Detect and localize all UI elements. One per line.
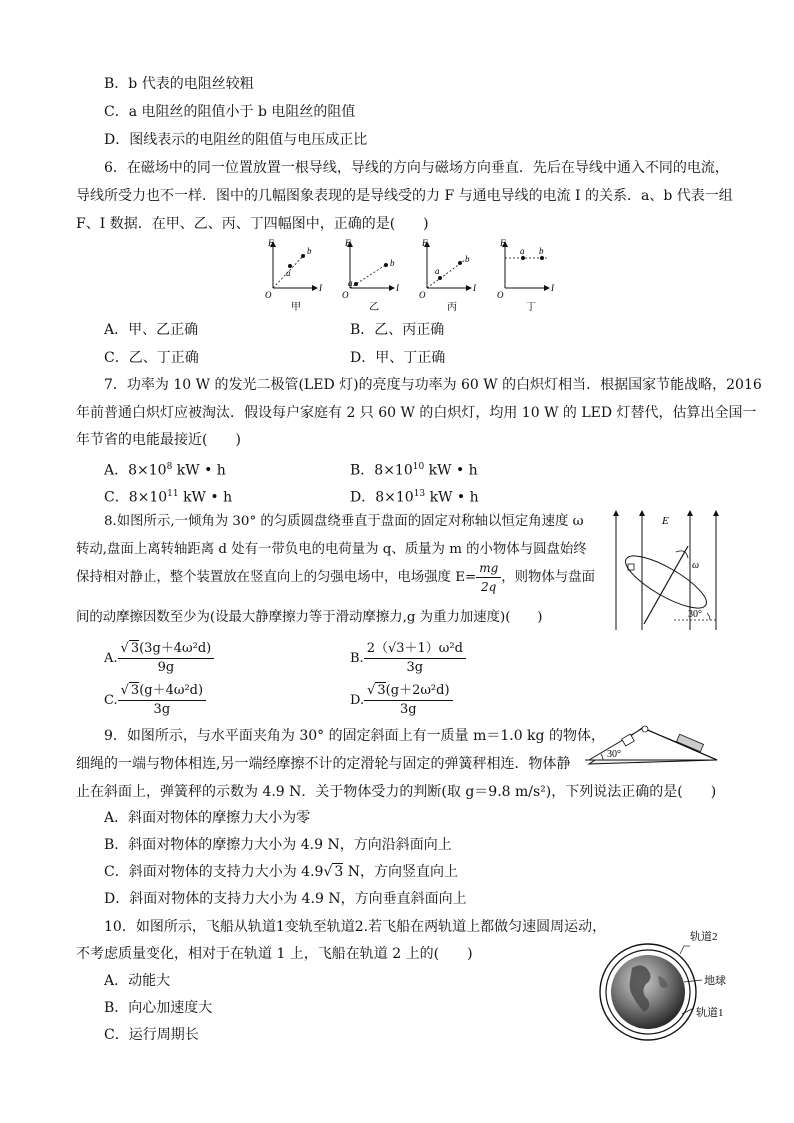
svg-text:I: I	[551, 283, 554, 293]
q10-orbit-figure	[598, 924, 736, 1054]
svg-text:F: F	[500, 238, 506, 248]
q6-stem-line3: F、I 数据．在甲、乙、丙、丁四幅图中，正确的是( )	[76, 216, 429, 232]
q9-option-d: D．斜面对物体的支持力大小为 4.9 N，方向垂直斜面向上	[104, 891, 467, 907]
svg-text:ω: ω	[692, 560, 700, 571]
q5-option-c: C．a 电阻丝的阻值小于 b 电阻丝的阻值	[104, 104, 356, 120]
svg-text:b: b	[539, 246, 544, 256]
q9-option-a: A．斜面对物体的摩擦力大小为零	[104, 810, 311, 826]
q7-stem-line1: 7．功率为 10 W 的发光二极管(LED 灯)的亮度与功率为 60 W 的白炽灯相当．根据国家节能战略，2016	[104, 377, 762, 393]
q6-stem-line1: 6．在磁场中的同一位置放置一根导线，导线的方向与磁场方向垂直．先后在导线中通入不同的电流，	[104, 160, 729, 176]
q6-option-d: D．甲、丁正确	[350, 350, 446, 366]
svg-text:E: E	[662, 515, 669, 527]
q7-stem-line2: 年前普通白炽灯应被淘汰．假设每户家庭有 2 只 60 W 的白炽灯，均用 10 W 的 LED 灯替代，估算出全国一	[76, 405, 757, 421]
svg-text:O: O	[419, 290, 426, 300]
earth-icon	[611, 955, 685, 1029]
svg-text:b: b	[465, 254, 470, 264]
q10-stem-line1: 10．如图所示，飞船从轨道1变轨至轨道2.若飞船在两轨道上都做匀速圆周运动，	[104, 919, 607, 935]
svg-text:I: I	[473, 283, 476, 293]
svg-text:30°: 30°	[607, 749, 621, 760]
graph-label-ding: 丁	[526, 302, 536, 313]
svg-text:I: I	[319, 283, 322, 293]
graph-label-jia: 甲	[291, 302, 301, 313]
q8-stem-line2: 转动,盘面上离转轴距离 d 处有一带负电的电荷量为 q、质量为 m 的小物体与圆盘始终	[76, 542, 587, 557]
q8-option-b: B. $\frac{\text{2（√3＋1）ω²d}}{3g}$	[350, 640, 466, 677]
svg-text:F: F	[345, 238, 351, 248]
q10-option-b: B．向心加速度大	[104, 1000, 213, 1016]
q8-option-c: C. $\frac{\text{√ 3(g＋4ω²d)}}{3g}$	[104, 682, 206, 719]
q5-option-b: B．b 代表的电阻丝较粗	[104, 76, 254, 92]
q10-option-c: C．运行周期长	[104, 1027, 199, 1043]
q5-option-d: D．图线表示的电阻丝的阻值与电压成正比	[104, 132, 368, 148]
q8-option-a: A. $\frac{\text{√ 3(3g＋4ω²d)}}{9g}$	[104, 640, 214, 677]
svg-text:a: a	[435, 266, 440, 276]
graph-label-yi: 乙	[369, 302, 379, 313]
q8-stem-line3: 保持相对静止，整个装置放在竖直向上的匀强电场中，电场强度 E= $\frac{mg}{2q}$ ，则物体与盘面	[76, 561, 595, 594]
q9-stem-line1: 9．如图所示，与水平面夹角为 30° 的固定斜面上有一质量 m＝1.0 kg 的物体，	[104, 728, 605, 744]
q9-incline-figure	[585, 722, 725, 768]
q6-option-c: C．乙、丁正确	[104, 350, 199, 366]
q7-stem-line3: 年节省的电能最接近( )	[76, 432, 241, 448]
graph-yi	[342, 238, 400, 313]
q6-option-a: A．甲、乙正确	[104, 322, 199, 338]
graph-jia	[265, 238, 323, 313]
q7-option-c: C．$8\times 10^{11}$ kW • h	[104, 489, 233, 506]
q6-graphs-figure	[255, 236, 565, 316]
svg-text:O: O	[265, 290, 272, 300]
q10-stem-line2: 不考虑质量变化，相对于在轨道 1 上，飞船在轨道 2 上的( )	[76, 946, 473, 962]
q6-stem-line2: 导线所受力也不一样．图中的几幅图象表现的是导线受的力 F 与通电导线的电流 I 的关系．a、b 代表一组	[76, 188, 733, 204]
svg-text:F: F	[422, 238, 428, 248]
svg-text:b: b	[307, 246, 312, 256]
svg-text:a: a	[286, 268, 291, 278]
q6-option-b: B．乙、丙正确	[350, 322, 445, 338]
q7-option-a: A．$8\times 10^8$ kW • h	[104, 462, 226, 479]
q10-option-a: A．动能大	[104, 973, 171, 989]
q7-option-b: B．$8\times 10^{10}$ kW • h	[350, 462, 478, 479]
svg-text:a: a	[520, 246, 525, 256]
q8-stem-line4: 间的动摩擦因数至少为(设最大静摩擦力等于滑动摩擦力,g 为重力加速度)( )	[76, 610, 543, 625]
q9-option-b: B．斜面对物体的摩擦力大小为 4.9 N，方向沿斜面向上	[104, 837, 452, 853]
svg-text:O: O	[497, 290, 504, 300]
q8-disk-figure	[612, 508, 724, 632]
svg-text:轨道1: 轨道1	[696, 1007, 724, 1019]
q9-option-c: C．斜面对物体的支持力大小为 4.9√ 3 N，方向竖直向上	[104, 864, 458, 880]
svg-text:地球: 地球	[704, 975, 726, 987]
svg-text:O: O	[342, 290, 349, 300]
svg-text:I: I	[396, 283, 399, 293]
graph-label-bing: 丙	[447, 302, 457, 313]
graph-ding	[497, 238, 555, 313]
q8-option-d: D. $\frac{\text{√ 3(g＋2ω²d)}}{3g}$	[350, 682, 453, 719]
q8-stem-line1: 8.如图所示,一倾角为 30° 的匀质圆盘绕垂直于盘面的固定对称轴以恒定角速度 ω	[104, 514, 584, 529]
q9-stem-line3: 止在斜面上，弹簧秤的示数为 4.9 N．关于物体受力的判断(取 g＝9.8 m/s²)，下列说法正确的是( )	[76, 784, 717, 800]
graph-bing	[419, 238, 477, 313]
svg-text:30°: 30°	[688, 609, 702, 620]
svg-text:b: b	[390, 258, 395, 268]
q7-option-d: D．$8\times 10^{13}$ kW • h	[350, 489, 479, 506]
q9-stem-line2: 细绳的一端与物体相连,另一端经摩擦不计的定滑轮与固定的弹簧秤相连．物体静	[76, 756, 571, 772]
svg-text:a: a	[348, 278, 353, 288]
svg-text:轨道2: 轨道2	[690, 931, 718, 943]
svg-text:F: F	[268, 238, 274, 248]
